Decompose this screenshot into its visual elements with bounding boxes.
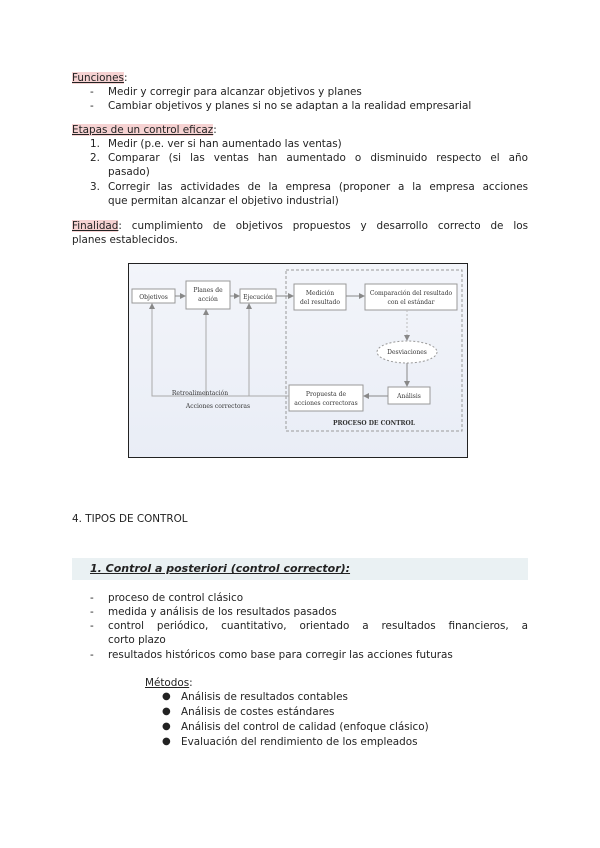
comparacion-label-2: con el estándar xyxy=(387,299,435,306)
control-item: proceso de control clásico xyxy=(108,592,244,604)
control-heading-text: 1. Control a posteriori (control corrector): xyxy=(90,562,351,575)
bullet-dot-icon: ● xyxy=(162,721,171,732)
metodo-item: Evaluación del rendimiento de los empleados xyxy=(181,736,418,748)
planes-label-1: Planes de xyxy=(193,287,223,294)
section-title: 4. TIPOS DE CONTROL xyxy=(72,513,188,525)
dash-bullet: - xyxy=(90,100,94,112)
funciones-label: Funciones xyxy=(72,72,124,84)
objetivos-label: Objetivos xyxy=(139,294,168,301)
planes-label-2: acción xyxy=(198,296,218,303)
etapa-text: que permitan alcanzar el objetivo industrial) xyxy=(108,195,339,207)
metodo-item: Análisis del control de calidad (enfoque clásico) xyxy=(181,721,429,733)
etapa-text: Medir (p.e. ver si han aumentado las ventas) xyxy=(108,138,342,150)
medicion-box xyxy=(294,284,346,310)
dash-bullet: - xyxy=(90,649,94,661)
etapa-number: 1. xyxy=(90,138,100,150)
retroalimentacion-label: Retroalimentación xyxy=(171,390,229,397)
propuesta-label-2: acciones correctoras xyxy=(294,400,358,407)
etapa-text: pasado) xyxy=(108,166,150,178)
control-heading xyxy=(90,562,350,576)
ejecucion-label: Ejecución xyxy=(243,294,273,301)
etapas-label: Etapas de un control eficaz xyxy=(72,124,214,136)
funciones-colon: : xyxy=(123,72,128,84)
dash-bullet: - xyxy=(90,620,94,632)
metodos-heading xyxy=(145,676,193,690)
control-item: resultados históricos como base para corregir las acciones futuras xyxy=(108,649,453,661)
metodos-colon: : xyxy=(189,677,193,689)
dash-bullet: - xyxy=(90,592,94,604)
control-item: medida y análisis de los resultados pasados xyxy=(108,606,337,618)
control-item: control periódico, cuantitativo, orientado a resultados financieros, a xyxy=(108,620,528,632)
bullet-dot-icon: ● xyxy=(162,691,171,702)
planes-box xyxy=(186,281,230,309)
etapa-number: 3. xyxy=(90,181,100,193)
etapas-heading xyxy=(72,123,217,137)
acciones-label: Acciones correctoras xyxy=(185,403,251,410)
finalidad-text: : cumplimiento de objetivos propuestos y desarrollo correcto de los xyxy=(118,220,528,232)
propuesta-label-1: Propuesta de xyxy=(305,391,347,398)
etapa-text: Comparar (si las ventas han aumentado o disminuido respecto el año xyxy=(108,152,528,164)
analisis-label: Análisis xyxy=(397,393,421,400)
proceso-label: PROCESO DE CONTROL xyxy=(333,420,415,427)
propuesta-box xyxy=(289,385,363,411)
medicion-label-2: del resultado xyxy=(300,299,340,306)
bullet-dot-icon: ● xyxy=(162,706,171,717)
bullet-dot-icon: ● xyxy=(162,736,171,747)
funciones-item: Medir y corregir para alcanzar objetivos y planes xyxy=(108,86,362,98)
comparacion-box xyxy=(365,284,457,310)
funciones-item: Cambiar objetivos y planes si no se adaptan a la realidad empresarial xyxy=(108,100,472,112)
metodo-item: Análisis de costes estándares xyxy=(181,706,335,718)
finalidad-line xyxy=(72,219,528,233)
medicion-label-1: Medición xyxy=(305,290,335,297)
finalidad-label: Finalidad xyxy=(72,220,119,232)
dash-bullet: - xyxy=(90,86,94,98)
control-item: corto plazo xyxy=(108,634,166,646)
dash-bullet: - xyxy=(90,606,94,618)
etapa-number: 2. xyxy=(90,152,100,164)
finalidad-line2: planes establecidos. xyxy=(72,234,178,246)
comparacion-label-1: Comparación del resultado xyxy=(369,290,453,297)
metodos-label: Métodos xyxy=(145,677,190,689)
funciones-heading xyxy=(72,71,127,85)
control-process-diagram xyxy=(128,263,468,458)
etapas-colon: : xyxy=(213,124,217,136)
desviaciones-label: Desviaciones xyxy=(387,349,427,356)
etapa-text: Corregir las actividades de la empresa (proponer a la empresa acciones xyxy=(108,181,528,193)
metodo-item: Análisis de resultados contables xyxy=(181,691,348,703)
